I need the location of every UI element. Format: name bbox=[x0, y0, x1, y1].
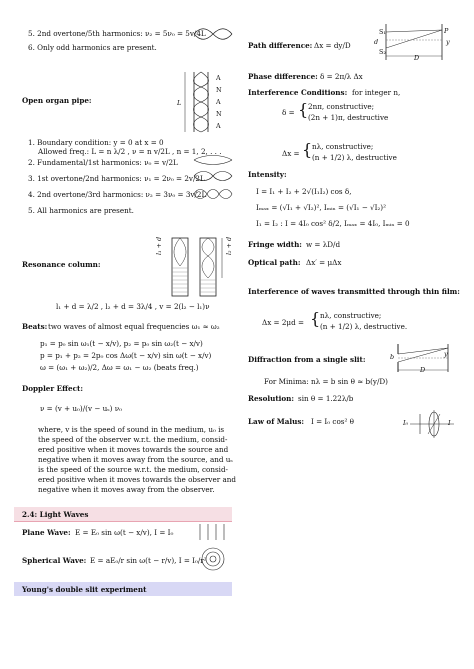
doppler-equation: ν = (v + u₀)/(v − uₛ) ν₀ bbox=[40, 404, 122, 413]
fig-label-s2: S₂ bbox=[379, 48, 386, 56]
fig-label-s1: S₁ bbox=[379, 28, 386, 36]
malus-title: Law of Malus: bbox=[248, 417, 305, 426]
optical-path-equation: Δx′ = μΔx bbox=[306, 258, 342, 267]
film-row-1: nλ, constructive; bbox=[320, 311, 382, 320]
beats-text: two waves of almost equal frequencies ω₁ ≈ ω₂ bbox=[48, 322, 220, 331]
pipe-label-n1: N bbox=[216, 86, 222, 94]
film-row-2: (n + 1/2) λ, destructive. bbox=[320, 322, 408, 331]
path-diff-title: Path difference: bbox=[248, 41, 313, 50]
dx-row-1: nλ, constructive; bbox=[312, 142, 374, 151]
beats-title: Beats: bbox=[22, 322, 48, 331]
open-item-1b: Allowed freq.: L = n λ/2 , ν = n v/2L , n = 1, 2, . . . bbox=[38, 147, 222, 156]
slit-label-y: y bbox=[444, 350, 448, 358]
intensity-eq-2: Iₘₐₓ = (√I₁ + √I₂)², Iₘᵢₙ = (√I₁ − √I₂)² bbox=[256, 203, 386, 212]
doppler-text-1: where, v is the speed of sound in the medium, u₀ is bbox=[38, 425, 225, 434]
intensity-eq-3: I₁ = I₂ : I = 4I₀ cos² δ/2, Iₘₐₓ = 4I₀, Iₘᵢₙ = 0 bbox=[256, 219, 410, 228]
resolution-title: Resolution: bbox=[248, 394, 295, 403]
fig-label-d: d bbox=[374, 38, 379, 46]
path-diff-equation: Δx = dy/D bbox=[314, 41, 351, 50]
interference-text: for integer n, bbox=[352, 88, 401, 97]
fig-label-y: y bbox=[446, 38, 450, 46]
plane-wave-equation: E = E₀ sin ω(t − x/v), I = I₀ bbox=[75, 528, 174, 537]
resolution-equation: sin θ = 1.22λ/b bbox=[298, 394, 354, 403]
beats-eq-3: ω = (ω₁ + ω₂)/2, Δω = ω₁ − ω₂ (beats freq.) bbox=[40, 363, 199, 372]
malus-label-i: I bbox=[448, 419, 451, 427]
open-item-1: 1. Boundary condition: y = 0 at x = 0 bbox=[28, 138, 164, 147]
spherical-wave-title: Spherical Wave: bbox=[22, 556, 87, 565]
optical-path-title: Optical path: bbox=[248, 258, 301, 267]
harmonic-6-text: 6. Only odd harmonics are present. bbox=[28, 43, 157, 52]
fig-label-D: D bbox=[414, 54, 420, 62]
dx-row-2: (n + 1/2) λ, destructive bbox=[312, 153, 397, 162]
resonance-title: Resonance column: bbox=[22, 260, 101, 269]
diffraction-title: Diffraction from a single slit: bbox=[248, 355, 366, 364]
doppler-text-4: negative when it moves away from the source, and uₛ bbox=[38, 455, 233, 464]
pipe-length-label: L bbox=[177, 99, 182, 107]
dx-brace: { bbox=[302, 140, 313, 159]
thin-film-title: Interference of waves transmitted through thin film: bbox=[248, 287, 460, 296]
doppler-text-3: ered positive when it moves towards the source and bbox=[38, 445, 229, 454]
beats-eq-2: p = p₁ + p₂ = 2p₀ cos Δω(t − x/v) sin ω(t − x/v) bbox=[40, 351, 212, 360]
film-brace: { bbox=[310, 309, 321, 328]
intensity-eq-1: I = I₁ + I₂ + 2√(I₁I₂) cos δ, bbox=[256, 187, 352, 196]
delta-row-2: (2n + 1)π, destructive bbox=[308, 113, 389, 122]
open-item-2: 2. Fundamental/1st harmonics: ν₀ = v/2L bbox=[28, 158, 178, 167]
open-pipe-figure bbox=[182, 72, 232, 134]
delta-row-1: 2nπ, constructive; bbox=[308, 102, 375, 111]
interference-title: Interference Conditions: bbox=[248, 88, 348, 97]
section-title: 2.4: Light Waves bbox=[22, 510, 89, 519]
col-label-1: l₁ + d bbox=[155, 236, 163, 255]
beats-eq-1: p₁ = p₀ sin ω₁(t − x/v), p₂ = p₀ sin ω₂(t − x/v) bbox=[40, 339, 203, 348]
film-lhs: Δx = 2μd = bbox=[262, 318, 304, 327]
spherical-wave-figure bbox=[200, 546, 226, 572]
harmonic-5-text: 5. 2nd overtone/5th harmonics: ν₂ = 5ν₀ = 5v/4L bbox=[28, 29, 206, 38]
slit-label-b: b bbox=[390, 353, 395, 361]
col-label-2: l₂ + d bbox=[225, 236, 233, 255]
fringe-equation: w = λD/d bbox=[306, 240, 341, 249]
intensity-title: Intensity: bbox=[248, 170, 287, 179]
slit-label-D: D bbox=[420, 366, 426, 374]
pipe-label-n2: N bbox=[216, 110, 222, 118]
standing-wave-figure bbox=[194, 27, 232, 41]
delta-lhs: δ = bbox=[282, 108, 295, 117]
open-item-5: 5. All harmonics are present. bbox=[28, 206, 134, 215]
open-pipe-modes-figure bbox=[194, 152, 232, 204]
minima-text: For Minima: nλ = b sin θ ≈ b(y/D) bbox=[264, 377, 388, 386]
doppler-text-6: ered positive when it moves towards the observer and bbox=[38, 475, 236, 484]
pipe-label-a3: A bbox=[216, 122, 221, 130]
resonance-column-figure bbox=[160, 236, 232, 298]
resonance-equation: l₁ + d = λ/2 , l₂ + d = 3λ/4 , v = 2(l₂ − l₁)ν bbox=[56, 302, 210, 311]
pipe-label-a1: A bbox=[216, 74, 221, 82]
phase-diff-title: Phase difference: bbox=[248, 72, 318, 81]
plane-wave-title: Plane Wave: bbox=[22, 528, 71, 537]
fringe-title: Fringe width: bbox=[248, 240, 302, 249]
open-pipe-title: Open organ pipe: bbox=[22, 96, 92, 105]
dx-lhs: Δx = bbox=[282, 149, 300, 158]
doppler-text-5: is the speed of the source w.r.t. the medium, consid- bbox=[38, 465, 228, 474]
plane-wave-figure bbox=[198, 524, 228, 540]
fig-label-p: P bbox=[444, 27, 449, 35]
malus-equation: I = I₀ cos² θ bbox=[311, 417, 354, 426]
open-item-3: 3. 1st overtone/2nd harmonics: ν₁ = 2ν₀ = 2v/2L bbox=[28, 174, 205, 183]
pipe-label-a2: A bbox=[216, 98, 221, 106]
doppler-text-7: negative when it moves away from the observer. bbox=[38, 485, 215, 494]
malus-label-i0: I₀ bbox=[403, 419, 409, 427]
doppler-text-2: the speed of the observer w.r.t. the medium, consid- bbox=[38, 435, 228, 444]
open-item-4: 4. 2nd overtone/3rd harmonics: ν₂ = 3ν₀ = 3v/2L bbox=[28, 190, 207, 199]
delta-brace: { bbox=[298, 100, 309, 119]
spherical-wave-equation: E = aE₀/r sin ω(t − r/v), I = I₀/r² bbox=[90, 556, 207, 565]
young-title: Young's double slit experiment bbox=[22, 585, 147, 594]
phase-diff-equation: δ = 2π/λ Δx bbox=[320, 72, 363, 81]
doppler-title: Doppler Effect: bbox=[22, 384, 83, 393]
